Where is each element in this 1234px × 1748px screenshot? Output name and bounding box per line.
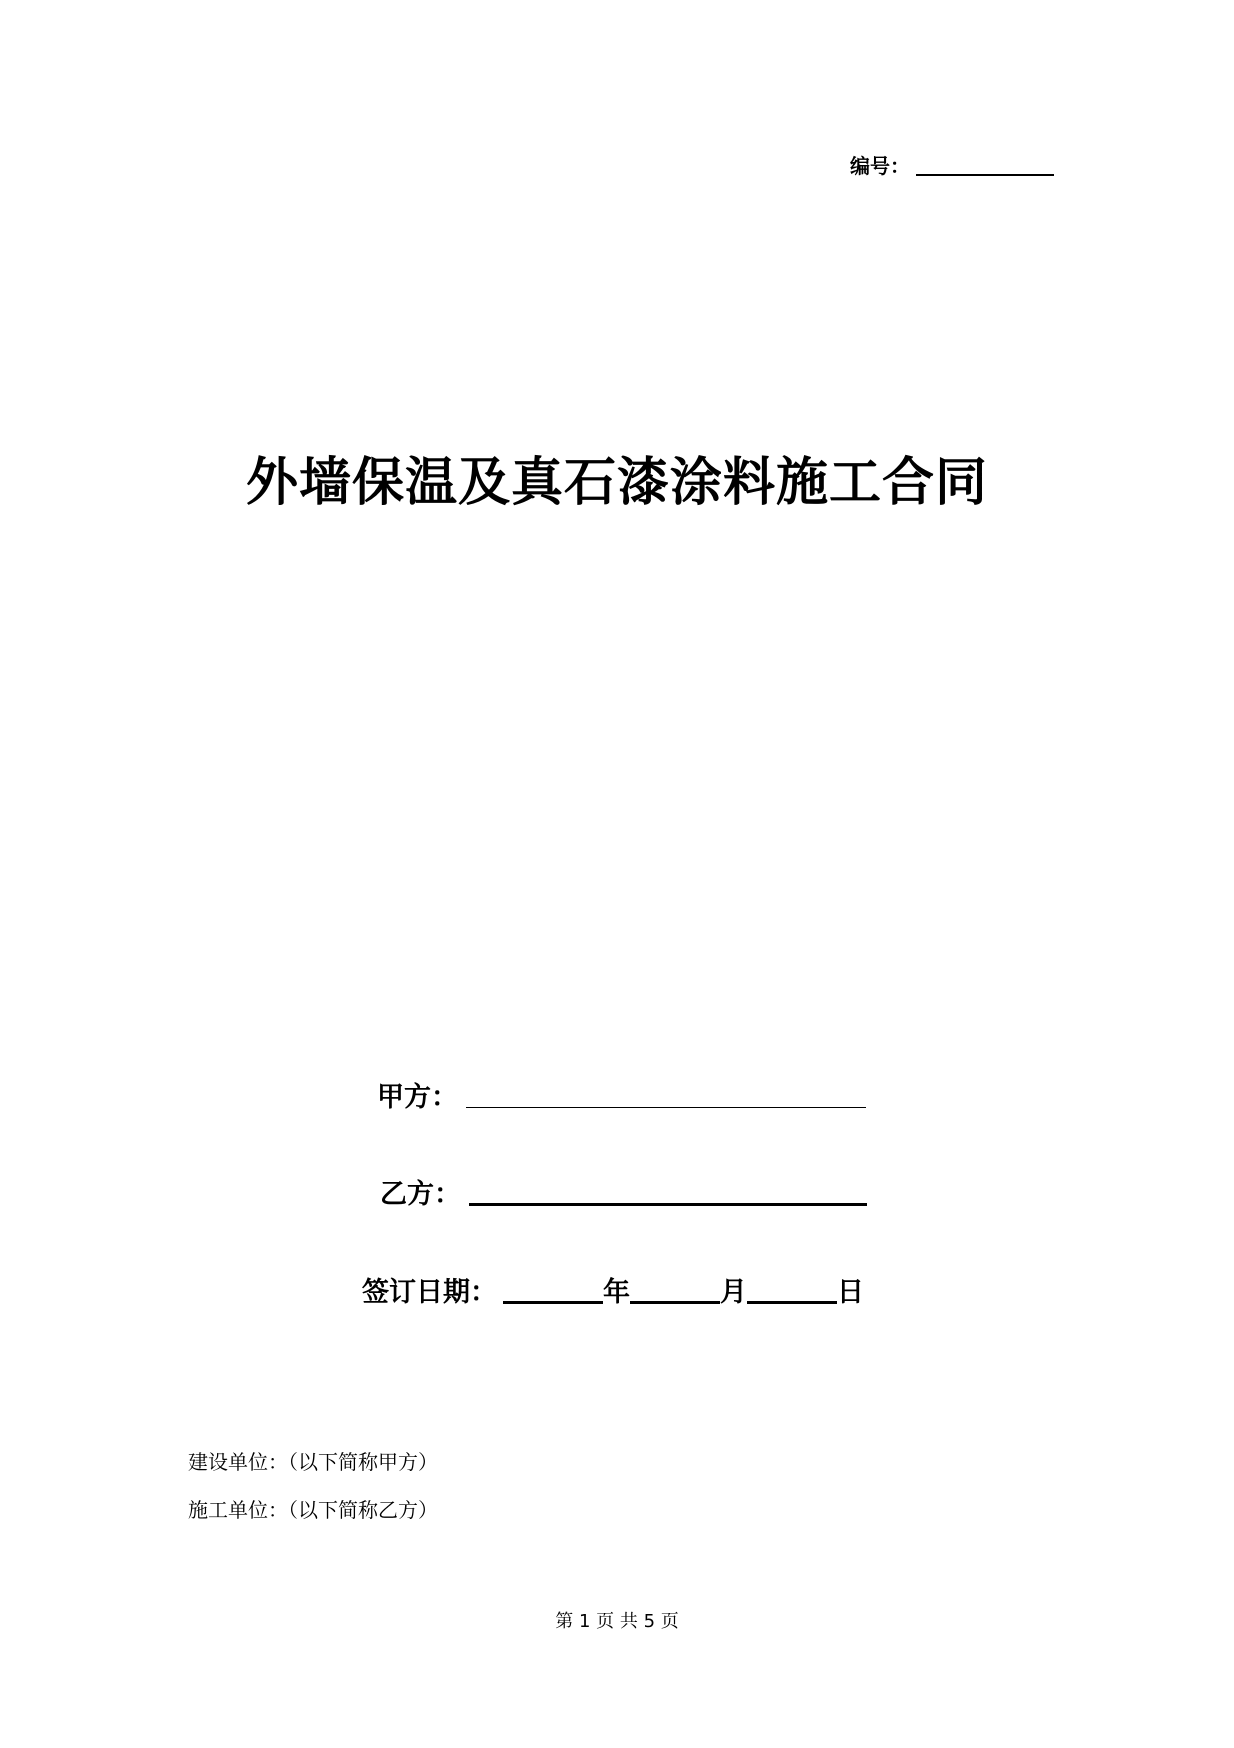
party-b-blank bbox=[469, 1202, 867, 1206]
day-blank bbox=[747, 1300, 837, 1304]
year-blank bbox=[503, 1300, 603, 1304]
party-a-label: 甲方： bbox=[377, 1082, 458, 1113]
document-number-label: 编号： bbox=[850, 154, 910, 178]
sign-date-label: 签订日期： bbox=[362, 1277, 497, 1308]
sign-date-row bbox=[362, 1270, 864, 1309]
day-label: 日 bbox=[837, 1277, 864, 1308]
party-a-blank bbox=[466, 1106, 866, 1108]
build-unit-line: 建设单位：（以下简称甲方） bbox=[188, 1450, 438, 1474]
document-number bbox=[850, 150, 1054, 179]
document-number-blank bbox=[916, 173, 1054, 176]
year-label: 年 bbox=[603, 1277, 630, 1308]
party-a-row bbox=[377, 1075, 866, 1114]
party-b-row bbox=[380, 1172, 867, 1211]
page-title: 外墙保温及真石漆涂料施工合同 bbox=[245, 452, 988, 513]
month-label: 月 bbox=[720, 1277, 747, 1308]
construct-unit-line: 施工单位：（以下简称乙方） bbox=[188, 1498, 438, 1522]
party-b-label: 乙方： bbox=[380, 1179, 461, 1210]
month-blank bbox=[630, 1300, 720, 1304]
page-footer: 第 1 页 共 5 页 bbox=[555, 1611, 679, 1632]
